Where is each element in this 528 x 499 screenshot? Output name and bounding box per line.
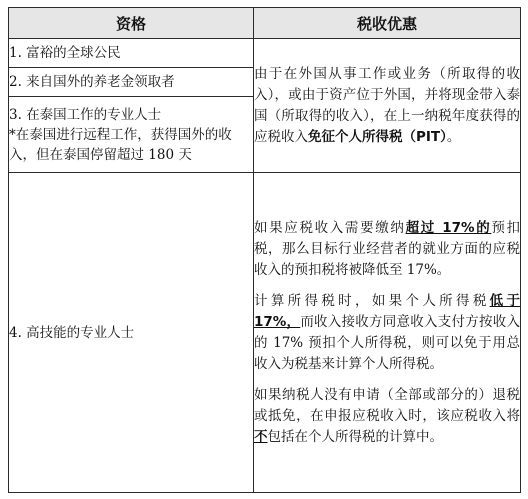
- underline-over-17: 超过 17%的: [405, 219, 492, 236]
- eligibility-work-from-thailand: [9, 97, 254, 173]
- eligibility-high-skilled-professional: 4. 高技能的专业人士: [9, 173, 254, 493]
- header-tax-benefit: 税收优惠: [254, 8, 521, 39]
- paragraph-1: 如果应税收入需要缴纳超过 17%的预扣税，那么目标行业经营者的就业方面的应税收入的预扣税将被降低至 17%。: [254, 219, 521, 278]
- header-eligibility: 资格: [9, 8, 254, 39]
- tax-benefits-table: [8, 7, 521, 493]
- table-row: [9, 173, 521, 493]
- pit-exemption-emphasis: 免征个人所得税（PIT）: [308, 128, 447, 145]
- eligibility-foreign-pensioner: 2. 来自国外的养老金领取者: [9, 68, 254, 97]
- benefit-pit-exemption: 由于在外国从事工作或业务（所取得的收入），或由于资产位于外国，并将现金带入泰国（所取得的收入），在上一纳税年度获得的应税收入免征个人所得税（PIT）。: [254, 39, 521, 173]
- underline-below-17: 低于 17%，: [254, 292, 521, 330]
- paragraph-2: 计算所得税时，如果个人所得税低于 17%，而收入接收方同意收入支付方按收入的 17% 预扣个人所得税，则可以免于用总收入为税基来计算个人所得税。: [254, 292, 521, 372]
- table-row: [9, 39, 521, 68]
- row3-title: 3. 在泰国工作的专业人士: [9, 106, 162, 123]
- row3-note: *在泰国进行远程工作，获得国外的收入，但在泰国停留超过 180 天: [9, 126, 232, 163]
- paragraph-3: 如果纳税人没有申请（全部或部分的）退税或抵免，在申报应税收入时，该应税收入将不包括在个人所得税的计算中。: [254, 386, 520, 445]
- benefit-withholding-tax: [254, 173, 521, 493]
- header-row: [9, 8, 521, 39]
- underline-not: 不: [254, 428, 268, 445]
- eligibility-wealthy-global-citizen: 1. 富裕的全球公民: [9, 39, 254, 68]
